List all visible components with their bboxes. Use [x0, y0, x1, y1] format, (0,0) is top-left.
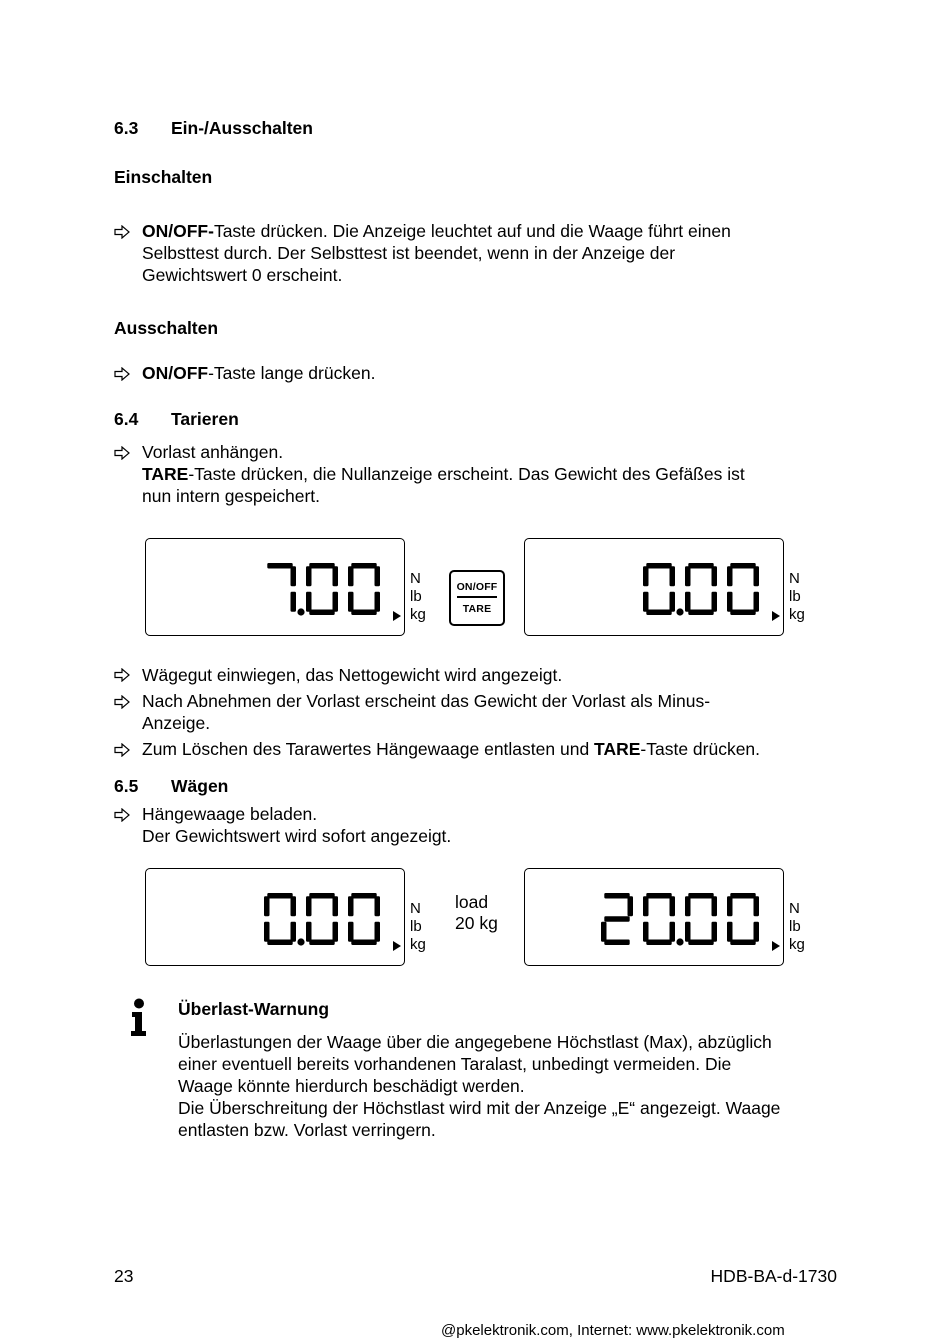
lcd-segment — [348, 896, 354, 916]
lcd-segment — [643, 896, 649, 916]
arrow-icon — [114, 446, 130, 460]
tare-step-2: Nach Abnehmen der Vorlast erscheint das Gewicht der Vorlast als Minus- — [142, 691, 711, 711]
tarieren-line3: nun intern gespeichert. — [142, 486, 321, 506]
tare-key-label: TARE — [142, 464, 189, 484]
lcd-segment — [604, 916, 629, 922]
arrow-icon — [114, 808, 130, 822]
lcd-segment — [351, 610, 376, 616]
unit-labels — [789, 570, 805, 624]
lcd-digit-0 — [306, 563, 338, 615]
lcd-segment — [685, 566, 691, 586]
lcd-segment — [291, 896, 297, 916]
lcd-segment — [375, 896, 381, 916]
key-top-label: ON/OFF — [456, 581, 498, 593]
unit-lb: lb — [789, 588, 801, 605]
arrow-icon — [114, 225, 130, 239]
tare-step-3 — [142, 738, 760, 760]
lcd-display-tare-before — [145, 538, 405, 636]
tare-step-3-end: -Taste drücken. — [640, 739, 761, 759]
lcd-segment — [643, 922, 649, 942]
lcd-segment — [727, 922, 733, 942]
lcd-digits — [525, 539, 783, 635]
unit-n: N — [410, 570, 421, 587]
unit-lb: lb — [410, 588, 422, 605]
lcd-segment — [712, 896, 718, 916]
lcd-digit-0 — [306, 893, 338, 945]
warning-text: Überlastungen der Waage über die angegebene Höchstlast (Max), abzüglich einer eventuell bereits vorhandenen Taralast, unbedingt vermeiden. Die Waage könnte hierdurch beschädigt werden. Die Überschreitung der Höchstlast wird mit der Anzeige „E“ angezeigt. Waage entlasten bzw. Vorlast verringern. — [178, 1032, 781, 1140]
lcd-segment — [351, 940, 376, 946]
lcd-segment — [351, 563, 376, 569]
arrow-icon — [114, 668, 130, 682]
arrow-icon — [114, 367, 130, 381]
lcd-segment — [309, 610, 334, 616]
lcd-digit-0 — [643, 563, 684, 616]
lcd-segment — [604, 940, 629, 946]
lcd-segment — [646, 940, 671, 946]
lcd-segment — [754, 896, 760, 916]
unit-lb: lb — [789, 918, 801, 935]
lcd-segment — [267, 893, 292, 899]
lcd-decimal-point — [297, 608, 304, 615]
key-bottom-label: TARE — [462, 603, 492, 615]
lcd-segment — [306, 592, 312, 612]
ausschalten-text-rest: -Taste lange drücken. — [208, 363, 376, 383]
lcd-segment — [754, 922, 760, 942]
lcd-segment — [333, 566, 339, 586]
lcd-decimal-point — [676, 938, 683, 945]
unit-n: N — [410, 900, 421, 917]
lcd-digits — [146, 539, 404, 635]
lcd-segment — [309, 893, 334, 899]
lcd-segment — [712, 592, 718, 612]
lcd-display-weigh-after — [524, 868, 784, 966]
ausschalten-heading: Ausschalten — [114, 318, 219, 338]
lcd-segment — [291, 592, 297, 612]
lcd-digits — [146, 869, 404, 965]
lcd-segment — [670, 592, 676, 612]
lcd-segment — [727, 896, 733, 916]
lcd-segment — [727, 592, 733, 612]
lcd-segment — [333, 896, 339, 916]
unit-kg: kg — [789, 606, 805, 623]
info-icon — [128, 998, 150, 1043]
key-divider — [457, 596, 497, 598]
lcd-segment — [730, 893, 755, 899]
lcd-segment — [688, 610, 713, 616]
unit-kg: kg — [410, 936, 426, 953]
lcd-segment — [375, 566, 381, 586]
tarieren-line2-rest: -Taste drücken, die Nullanzeige erscheint. Das Gewicht des Gefäßes ist — [188, 464, 745, 484]
lcd-segment — [306, 566, 312, 586]
einschalten-text-cont: Selbsttest durch. Der Selbsttest ist beendet, wenn in der Anzeige der Gewichtswert 0 erscheint. — [142, 243, 676, 285]
unit-lb: lb — [410, 918, 422, 935]
einschalten-heading: Einschalten — [114, 167, 213, 187]
lcd-decimal-point — [676, 608, 683, 615]
lcd-segment — [670, 896, 676, 916]
lcd-segment — [348, 922, 354, 942]
lcd-segment — [601, 922, 607, 942]
lcd-segment — [309, 940, 334, 946]
lcd-segment — [688, 940, 713, 946]
lcd-digit-0 — [348, 563, 380, 615]
load-label — [455, 892, 498, 934]
lcd-segment — [727, 566, 733, 586]
section-title-6-5: Wägen — [171, 776, 229, 796]
lcd-segment — [754, 566, 760, 586]
indicator-arrow-icon — [393, 941, 401, 951]
indicator-arrow-icon — [772, 611, 780, 621]
lcd-segment — [375, 592, 381, 612]
lcd-segment — [348, 592, 354, 612]
tare-key-label: TARE — [594, 739, 641, 759]
lcd-segment — [604, 893, 629, 899]
lcd-digit-0 — [727, 563, 759, 615]
wagen-line1: Hängewaage beladen. — [142, 804, 318, 824]
lcd-segment — [712, 566, 718, 586]
page-number: 23 — [114, 1266, 134, 1286]
unit-n: N — [789, 900, 800, 917]
lcd-segment — [688, 563, 713, 569]
lcd-segment — [685, 592, 691, 612]
lcd-digit-0 — [264, 893, 305, 946]
lcd-segment — [291, 922, 297, 942]
tare-step-3-text: Zum Löschen des Tarawertes Hängewaage entlasten und — [142, 739, 595, 759]
lcd-segment — [670, 922, 676, 942]
indicator-arrow-icon — [772, 941, 780, 951]
lcd-segment — [348, 566, 354, 586]
section-title-6-4: Tarieren — [171, 409, 239, 429]
unit-labels — [410, 570, 426, 624]
lcd-segment — [730, 610, 755, 616]
tare-step-1: Wägegut einwiegen, das Nettogewicht wird angezeigt. — [142, 665, 563, 685]
lcd-segment — [643, 592, 649, 612]
section-number-6-5: 6.5 — [114, 776, 139, 796]
lcd-segment — [688, 893, 713, 899]
lcd-segment — [685, 922, 691, 942]
lcd-segment — [306, 922, 312, 942]
lcd-segment — [264, 922, 270, 942]
lcd-digits — [525, 869, 783, 965]
indicator-arrow-icon — [393, 611, 401, 621]
unit-kg: kg — [410, 606, 426, 623]
load-label-line2: 20 kg — [455, 913, 498, 933]
lcd-segment — [730, 940, 755, 946]
lcd-decimal-point — [297, 938, 304, 945]
lcd-segment — [670, 566, 676, 586]
document-id: HDB-BA-d-1730 — [710, 1266, 837, 1286]
lcd-segment — [333, 922, 339, 942]
tare-step-2-cont: Anzeige. — [142, 713, 211, 733]
lcd-digit-0 — [685, 563, 717, 615]
lcd-segment — [646, 563, 671, 569]
einschalten-text-line1: Taste drücken. Die Anzeige leuchtet auf und die Waage führt einen — [213, 221, 731, 241]
lcd-segment — [291, 566, 297, 586]
lcd-segment — [267, 940, 292, 946]
lcd-display-tare-after — [524, 538, 784, 636]
lcd-segment — [628, 896, 634, 916]
section-number-6-3: 6.3 — [114, 118, 139, 138]
lcd-display-weigh-before — [145, 868, 405, 966]
section-number-6-4: 6.4 — [114, 409, 139, 429]
tarieren-line1: Vorlast anhängen. — [142, 442, 284, 462]
lcd-segment — [754, 592, 760, 612]
lcd-segment — [712, 922, 718, 942]
lcd-segment — [351, 893, 376, 899]
onoff-tare-key[interactable] — [449, 570, 505, 626]
unit-n: N — [789, 570, 800, 587]
lcd-segment — [646, 893, 671, 899]
arrow-icon — [114, 695, 130, 709]
tarieren-line2 — [142, 463, 745, 485]
lcd-segment — [685, 896, 691, 916]
lcd-digit-2 — [601, 893, 633, 945]
lcd-digit-0 — [685, 893, 717, 945]
unit-kg: kg — [789, 936, 805, 953]
lcd-segment — [643, 566, 649, 586]
section-title-6-3: Ein-/Ausschalten — [171, 118, 313, 138]
lcd-segment — [646, 610, 671, 616]
onoff-key-label: ON/OFF — [142, 363, 209, 383]
lcd-digit-0 — [727, 893, 759, 945]
unit-labels — [789, 900, 805, 954]
unit-labels — [410, 900, 426, 954]
lcd-segment — [309, 563, 334, 569]
lcd-segment — [730, 563, 755, 569]
lcd-segment — [306, 896, 312, 916]
lcd-segment — [333, 592, 339, 612]
lcd-segment — [267, 563, 292, 569]
contact-line: @pkelektronik.com, Internet: www.pkelektronik.com — [441, 1322, 785, 1339]
onoff-key-label: ON/OFF- — [142, 221, 214, 241]
lcd-digit-0 — [643, 893, 684, 946]
arrow-icon — [114, 743, 130, 757]
ausschalten-text — [142, 362, 375, 384]
load-label-line1: load — [455, 892, 489, 912]
lcd-digit-7 — [267, 563, 304, 616]
wagen-line2: Der Gewichtswert wird sofort angezeigt. — [142, 826, 452, 846]
lcd-segment — [375, 922, 381, 942]
warning-title: Überlast-Warnung — [178, 999, 330, 1019]
lcd-digit-0 — [348, 893, 380, 945]
lcd-segment — [264, 896, 270, 916]
einschalten-text — [142, 220, 731, 242]
